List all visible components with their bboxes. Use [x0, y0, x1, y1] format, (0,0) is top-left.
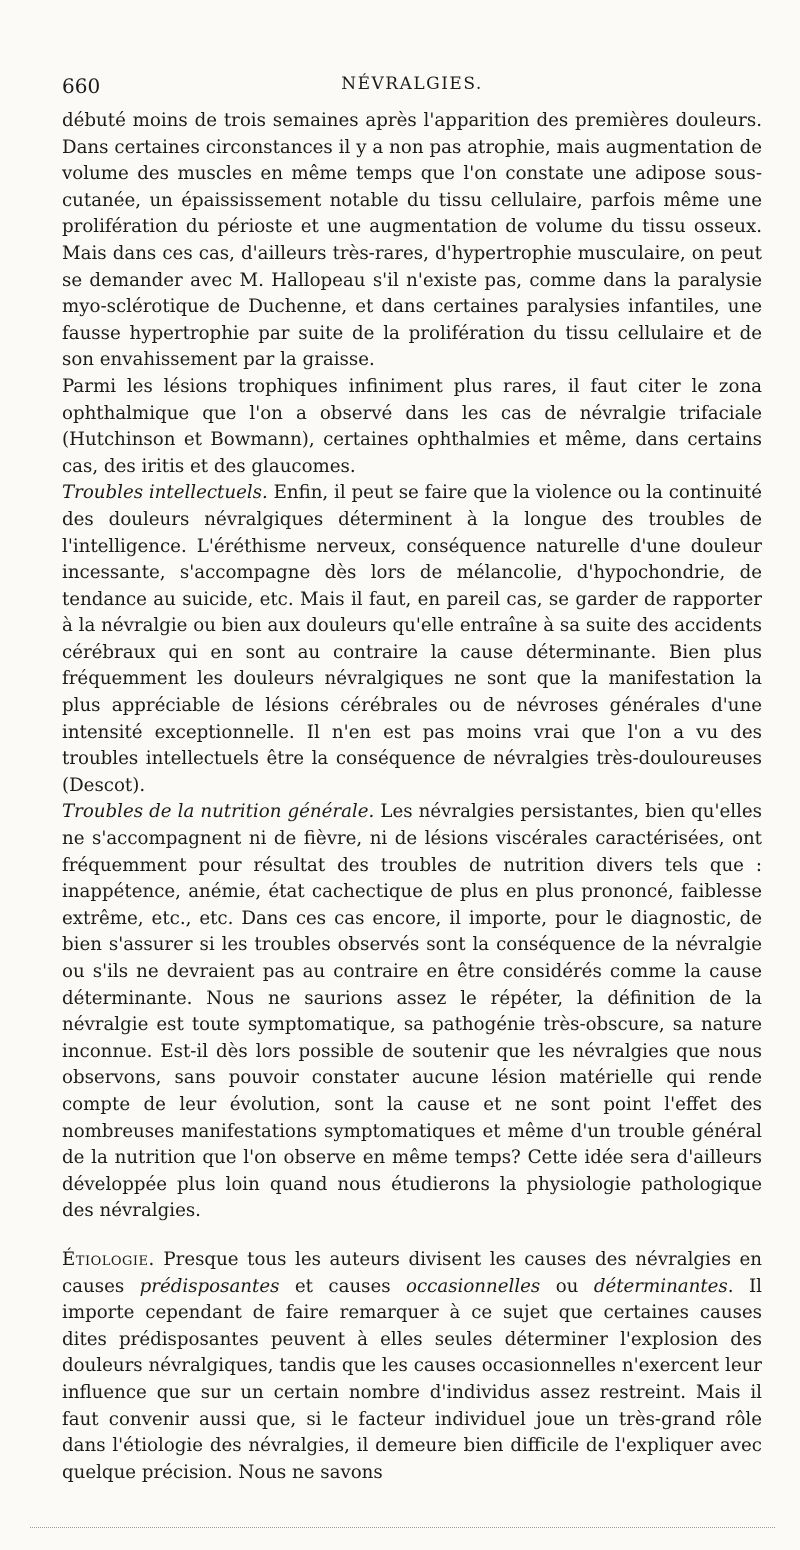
- etiology-text-d: . Il importe cependant de faire remarquer à ce sujet que certaines causes dites prédisposantes peuvent à elles seules déterminer l'explosion des douleurs névralgiques, tandis que les causes occasionnelles n'exercent leur influence que sur un certain nombre d'individus assez restreint. Mais il faut convenir aussi que, si le facteur individuel joue un très-grand rôle dans l'étiologie des névralgies, il demeure bien difficile de l'expliquer avec quelque précision. Nous ne savons: [62, 1275, 762, 1483]
- term-predisposantes: prédisposantes: [139, 1275, 280, 1297]
- section-spacer: [62, 1225, 762, 1247]
- running-head: NÉVRALGIES.: [341, 74, 483, 94]
- paragraph-continuation: débuté moins de trois semaines après l'apparition des premières douleurs. Dans certaines circonstances il y a non pas atrophie, mais augmentation de volume des muscles en même temps que l'on constate une adipose sous-cutanée, un épaississement notable du tissu cellulaire, parfois même une prolifération du périoste et une augmentation de volume du tissu osseux. Mais dans ces cas, d'ailleurs très-rares, d'hypertrophie musculaire, on peut se demander avec M. Hallopeau s'il n'existe pas, comme dans la paralysie myo-sclérotique de Duchenne, et dans certaines paralysies infantiles, une fausse hypertrophie par suite de la prolifération du tissu cellulaire et de son envahissement par la graisse.: [62, 110, 762, 371]
- section-heading-etiology: Étiologie.: [62, 1248, 155, 1270]
- etiology-text-c: ou: [540, 1275, 594, 1297]
- etiology-text-b: et causes: [279, 1275, 407, 1297]
- paragraph-nutrition-text: Les névralgies persistantes, bien qu'elles ne s'accompagnent ni de fièvre, ni de lésions viscérales caractérisées, ont fréquemment pour résultat des troubles de nutrition divers tels que : inappétence, anémie, état cachectique de plus en plus prononcé, faiblesse extrême, etc., etc. Dans ces cas encore, il importe, pour le diagnostic, de bien s'assurer si les troubles observés sont la conséquence de la névralgie ou s'ils ne devraient pas au contraire en être considérés comme la cause déterminante. Nous ne saurions assez le répéter, la définition de la névralgie est toute symptomatique, sa pathogénie très-obscure, sa nature inconnue. Est-il dès lors possible de soutenir que les névralgies que nous observons, sans pouvoir constater aucune lésion matérielle qui rende compte de leur évolution, sont la cause et ne sont point l'effet des nombreuses manifestations symptomatiques et même d'un trouble général de la nutrition que l'on observe en même temps? Cette idée sera d'ailleurs développée plus loin quand nous étudierons la physiologie pathologique des névralgies.: [62, 801, 762, 1222]
- paragraph-intellectual-text: Enfin, il peut se faire que la violence ou la continuité des douleurs névralgiques déterminent à la longue des troubles de l'intelligence. L'éréthisme nerveux, conséquence naturelle d'une douleur incessante, s'accompagne dès lors de mélancolie, d'hypochondrie, de tendance au suicide, etc. Mais il faut, en pareil cas, se garder de rapporter à la névralgie ou bien aux douleurs qu'elle entraîne à sa suite des accidents cérébraux qui en sont au contraire la cause déterminante. Bien plus fréquemment les douleurs névralgiques ne sont que la manifestation la plus appréciable de lésions cérébrales ou de névroses générales d'une intensité exceptionnelle. Il n'en est pas moins vrai que l'on a vu des troubles intellectuels être la conséquence de névralgies très-douloureuses (Descot).: [62, 482, 762, 796]
- page-number: 660: [62, 74, 101, 98]
- paragraph-nutrition-troubles: [62, 799, 762, 1225]
- paragraph-trophic-lesions-text: Parmi les lésions trophiques infiniment plus rares, il faut citer le zona ophthalmique que l'on a observé dans les cas de névralgie trifaciale (Hutchinson et Bowmann), certaines ophthalmies et même, dans certains cas, des iritis et des glaucomes.: [62, 375, 762, 477]
- section-lead-nutrition: Troubles de la nutrition générale.: [62, 801, 375, 823]
- term-occasionnelles: occasionnelles: [406, 1275, 541, 1297]
- section-lead-intellectual: Troubles intellectuels.: [62, 482, 268, 504]
- paragraph-etiology: [62, 1247, 762, 1486]
- footer-dotted-rule: [30, 1527, 775, 1528]
- body-text: [62, 108, 762, 1486]
- paragraph-intellectual-troubles: [62, 480, 762, 799]
- term-determinantes: déterminantes: [593, 1275, 728, 1297]
- page-header: [62, 74, 762, 98]
- paragraph-trophic-lesions: [62, 374, 762, 480]
- etiology-text-a: Presque tous les auteurs divisent les causes des névralgies en causes: [62, 1248, 762, 1297]
